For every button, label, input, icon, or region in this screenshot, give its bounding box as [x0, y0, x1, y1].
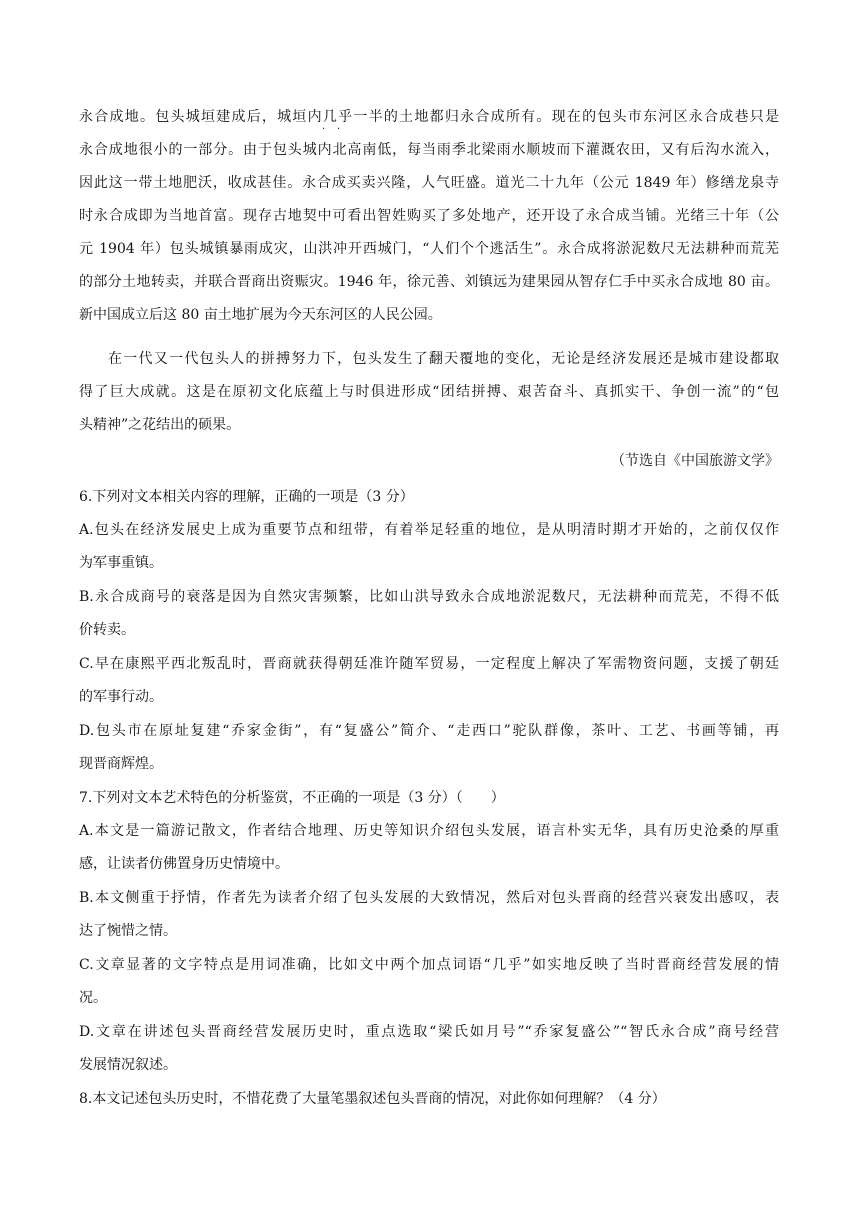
passage-line: 永合成地很小的一部分。由于包头城内北高南低，每当雨季北梁雨水顺坡而下灌溉农田，又有后沟水流入， [79, 142, 779, 158]
passage-line: 得了巨大成就。这是在原初文化底蕴上与时俱进形成“团结拼搏、艰苦奋斗、真抓实干、争创一流”的“包 [79, 384, 779, 400]
option-a: A.包头在经济发展史上成为重要节点和纽带，有着举足轻重的地位，是从明清时期才开始的，之前仅仅作 [79, 522, 779, 538]
option-b-cont: 价转卖。 [79, 622, 135, 638]
option-b-cont: 达了惋惜之情。 [79, 923, 177, 939]
option-d: D.文章在讲述包头晋商经营发展历史时，重点选取“梁氏如月号”“乔家复盛公”“智氏永合成”商号经营 [79, 1024, 779, 1040]
question-stem: 8.本文记述包头历史时，不惜花费了大量笔墨叙述包头晋商的情况，对此你如何理解？（4 分） [79, 1091, 666, 1107]
option-d-cont: 现晋商辉煌。 [79, 756, 163, 772]
option-d: D.包头市在原址复建“乔家金街”，有“复盛公”简介、“走西口”驼队群像，茶叶、工艺、书画等铺，再 [79, 723, 779, 739]
passage-line: 在一代又一代包头人的拼搏努力下，包头发生了翻天覆地的变化，无论是经济发展还是城市建设都取 [108, 351, 779, 367]
question-stem: 6.下列对文本相关内容的理解，正确的一项是（3 分） [79, 489, 414, 505]
option-c: C.早在康熙平西北叛乱时，晋商就获得朝廷准许随军贸易，一定程度上解决了军需物资问题，支援了朝廷 [79, 656, 779, 672]
option-b: B.本文侧重于抒情，作者先为读者介绍了包头发展的大致情况，然后对包头晋商的经营兴衰发出感叹，表 [79, 890, 779, 906]
passage-line: 因此这一带土地肥沃，收成甚佳。永合成买卖兴隆，人气旺盛。道光二十九年（公元 1849 年）修缮龙泉寺 [79, 175, 779, 191]
passage-line: 元 1904 年）包头城镇暴雨成灾，山洪冲开西城门，“人们个个逃活生”。永合成将淤泥数尺无法耕种而荒芜 [79, 241, 779, 257]
emphasis-dot: · [337, 124, 341, 135]
option-c-cont: 的军事行动。 [79, 689, 163, 705]
passage-line: 永合成地。包头城垣建成后，城垣内几乎一半的土地都归永合成所有。现在的包头市东河区永合成巷只是 [79, 109, 779, 125]
option-c: C.文章显著的文字特点是用词准确，比如文中两个加点词语“几乎”如实地反映了当时晋商经营发展的情 [79, 957, 779, 973]
source-citation: （节选自《中国旅游文学》 [611, 453, 779, 469]
option-b: B.永合成商号的衰落是因为自然灾害频繁，比如山洪导致永合成地淤泥数尺，无法耕种而荒芜，不得不低 [79, 589, 779, 605]
option-a-cont: 为军事重镇。 [79, 555, 163, 571]
question-stem: 7.下列对文本艺术特色的分析鉴赏，不正确的一项是（3 分）（ ） [79, 790, 505, 806]
option-a-cont: 感，让读者仿佛置身历史情境中。 [79, 856, 289, 872]
option-d-cont: 发展情况叙述。 [79, 1057, 177, 1073]
option-c-cont: 况。 [79, 990, 107, 1006]
option-a: A.本文是一篇游记散文，作者结合地理、历史等知识介绍包头发展，语言朴实无华，具有历史沧桑的厚重 [79, 823, 779, 839]
passage-line: 的部分土地转卖，并联合晋商出资赈灾。1946 年，徐元善、刘镇远为建果园从智存仁手中买永合成地 80 亩。 [79, 274, 779, 290]
emphasis-dot: · [322, 124, 326, 135]
passage-line: 新中国成立后这 80 亩土地扩展为今天东河区的人民公园。 [79, 307, 442, 323]
passage-line: 头精神”之花结出的硕果。 [79, 417, 241, 433]
passage-line: 时永合成即为当地首富。现存古地契中可看出智姓购买了多处地产，还开设了永合成当铺。光绪三十年（公 [79, 208, 779, 224]
